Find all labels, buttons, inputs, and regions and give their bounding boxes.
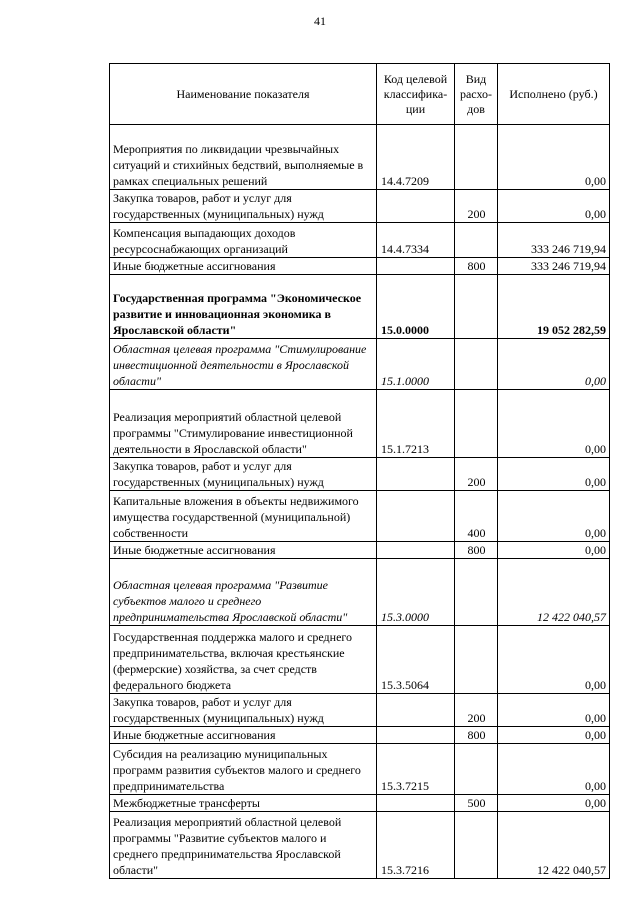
row-code: 15.1.7213	[377, 390, 455, 458]
row-code	[377, 795, 455, 812]
row-kind	[455, 125, 498, 190]
row-kind: 200	[455, 190, 498, 223]
header-row	[110, 64, 610, 125]
row-kind: 200	[455, 694, 498, 727]
row-code	[377, 258, 455, 275]
row-code: 15.1.0000	[377, 339, 455, 390]
table-row	[110, 390, 610, 458]
row-name: Областная целевая программа "Стимулирование инвестиционной деятельности в Ярославской области"	[110, 339, 377, 390]
row-name: Иные бюджетные ассигнования	[110, 727, 377, 744]
table-header	[110, 64, 610, 125]
row-code: 15.3.7215	[377, 744, 455, 795]
page-number: 41	[314, 14, 326, 28]
table-row	[110, 258, 610, 275]
row-sum: 0,00	[498, 727, 610, 744]
row-code: 14.4.7334	[377, 223, 455, 258]
table-row	[110, 559, 610, 626]
table-row	[110, 190, 610, 223]
row-kind: 800	[455, 258, 498, 275]
row-sum: 0,00	[498, 190, 610, 223]
row-kind	[455, 339, 498, 390]
row-code: 15.3.5064	[377, 626, 455, 694]
row-name: Мероприятия по ликвидации чрезвычайных ситуаций и стихийных бедствий, выполняемые в рамках специальных решений	[110, 125, 377, 190]
row-sum: 333 246 719,94	[498, 258, 610, 275]
row-kind: 800	[455, 542, 498, 559]
row-kind: 200	[455, 458, 498, 491]
table-row	[110, 491, 610, 542]
table-row	[110, 744, 610, 795]
row-kind	[455, 559, 498, 626]
table-row	[110, 626, 610, 694]
row-code	[377, 190, 455, 223]
row-kind: 400	[455, 491, 498, 542]
row-sum: 0,00	[498, 125, 610, 190]
row-name: Субсидия на реализацию муниципальных программ развития субъектов малого и среднего предпринимательства	[110, 744, 377, 795]
row-name: Закупка товаров, работ и услуг для государственных (муниципальных) нужд	[110, 694, 377, 727]
row-name: Межбюджетные трансферты	[110, 795, 377, 812]
row-sum: 0,00	[498, 542, 610, 559]
row-code: 15.3.7216	[377, 812, 455, 879]
row-kind	[455, 275, 498, 339]
table-row	[110, 223, 610, 258]
row-code	[377, 694, 455, 727]
row-name: Иные бюджетные ассигнования	[110, 258, 377, 275]
row-sum: 0,00	[498, 694, 610, 727]
row-name: Капитальные вложения в объекты недвижимого имущества государственной (муниципальной) собственности	[110, 491, 377, 542]
table-body	[110, 125, 610, 879]
row-kind	[455, 626, 498, 694]
table-row	[110, 727, 610, 744]
row-name: Иные бюджетные ассигнования	[110, 542, 377, 559]
row-sum: 12 422 040,57	[498, 812, 610, 879]
row-kind: 800	[455, 727, 498, 744]
row-code	[377, 542, 455, 559]
row-code: 15.0.0000	[377, 275, 455, 339]
row-kind	[455, 223, 498, 258]
header-name: Наименование показателя	[110, 64, 377, 125]
header-kind: Вид расхо-дов	[455, 64, 498, 125]
row-code: 14.4.7209	[377, 125, 455, 190]
table-row	[110, 812, 610, 879]
row-code	[377, 458, 455, 491]
row-name: Реализация мероприятий областной целевой программы "Стимулирование инвестиционной деятельности в Ярославской области"	[110, 390, 377, 458]
table-row	[110, 339, 610, 390]
row-sum: 0,00	[498, 626, 610, 694]
header-sum: Исполнено (руб.)	[498, 64, 610, 125]
row-name: Закупка товаров, работ и услуг для государственных (муниципальных) нужд	[110, 190, 377, 223]
table-row	[110, 125, 610, 190]
row-sum: 19 052 282,59	[498, 275, 610, 339]
row-sum: 0,00	[498, 458, 610, 491]
row-sum: 0,00	[498, 390, 610, 458]
table-row	[110, 458, 610, 491]
table-row	[110, 542, 610, 559]
table-row	[110, 275, 610, 339]
table-row	[110, 694, 610, 727]
row-sum: 0,00	[498, 339, 610, 390]
row-name: Государственная программа "Экономическое развитие и инновационная экономика в Ярославской области"	[110, 275, 377, 339]
budget-table	[109, 63, 610, 879]
row-kind	[455, 812, 498, 879]
row-kind	[455, 390, 498, 458]
row-code	[377, 491, 455, 542]
table-row	[110, 795, 610, 812]
row-code: 15.3.0000	[377, 559, 455, 626]
row-kind	[455, 744, 498, 795]
row-sum: 0,00	[498, 744, 610, 795]
row-sum: 0,00	[498, 491, 610, 542]
row-sum: 333 246 719,94	[498, 223, 610, 258]
row-name: Реализация мероприятий областной целевой программы "Развитие субъектов малого и среднего предпринимательства Ярославской области"	[110, 812, 377, 879]
header-code: Код целевой классифика-ции	[377, 64, 455, 125]
row-name: Закупка товаров, работ и услуг для государственных (муниципальных) нужд	[110, 458, 377, 491]
row-name: Областная целевая программа "Развитие субъектов малого и среднего предпринимательства Ярославской области"	[110, 559, 377, 626]
row-code	[377, 727, 455, 744]
row-sum: 12 422 040,57	[498, 559, 610, 626]
row-name: Компенсация выпадающих доходов ресурсоснабжающих организаций	[110, 223, 377, 258]
row-sum: 0,00	[498, 795, 610, 812]
row-kind: 500	[455, 795, 498, 812]
row-name: Государственная поддержка малого и среднего предпринимательства, включая крестьянские (фермерские) хозяйства, за счет средств федерального бюджета	[110, 626, 377, 694]
